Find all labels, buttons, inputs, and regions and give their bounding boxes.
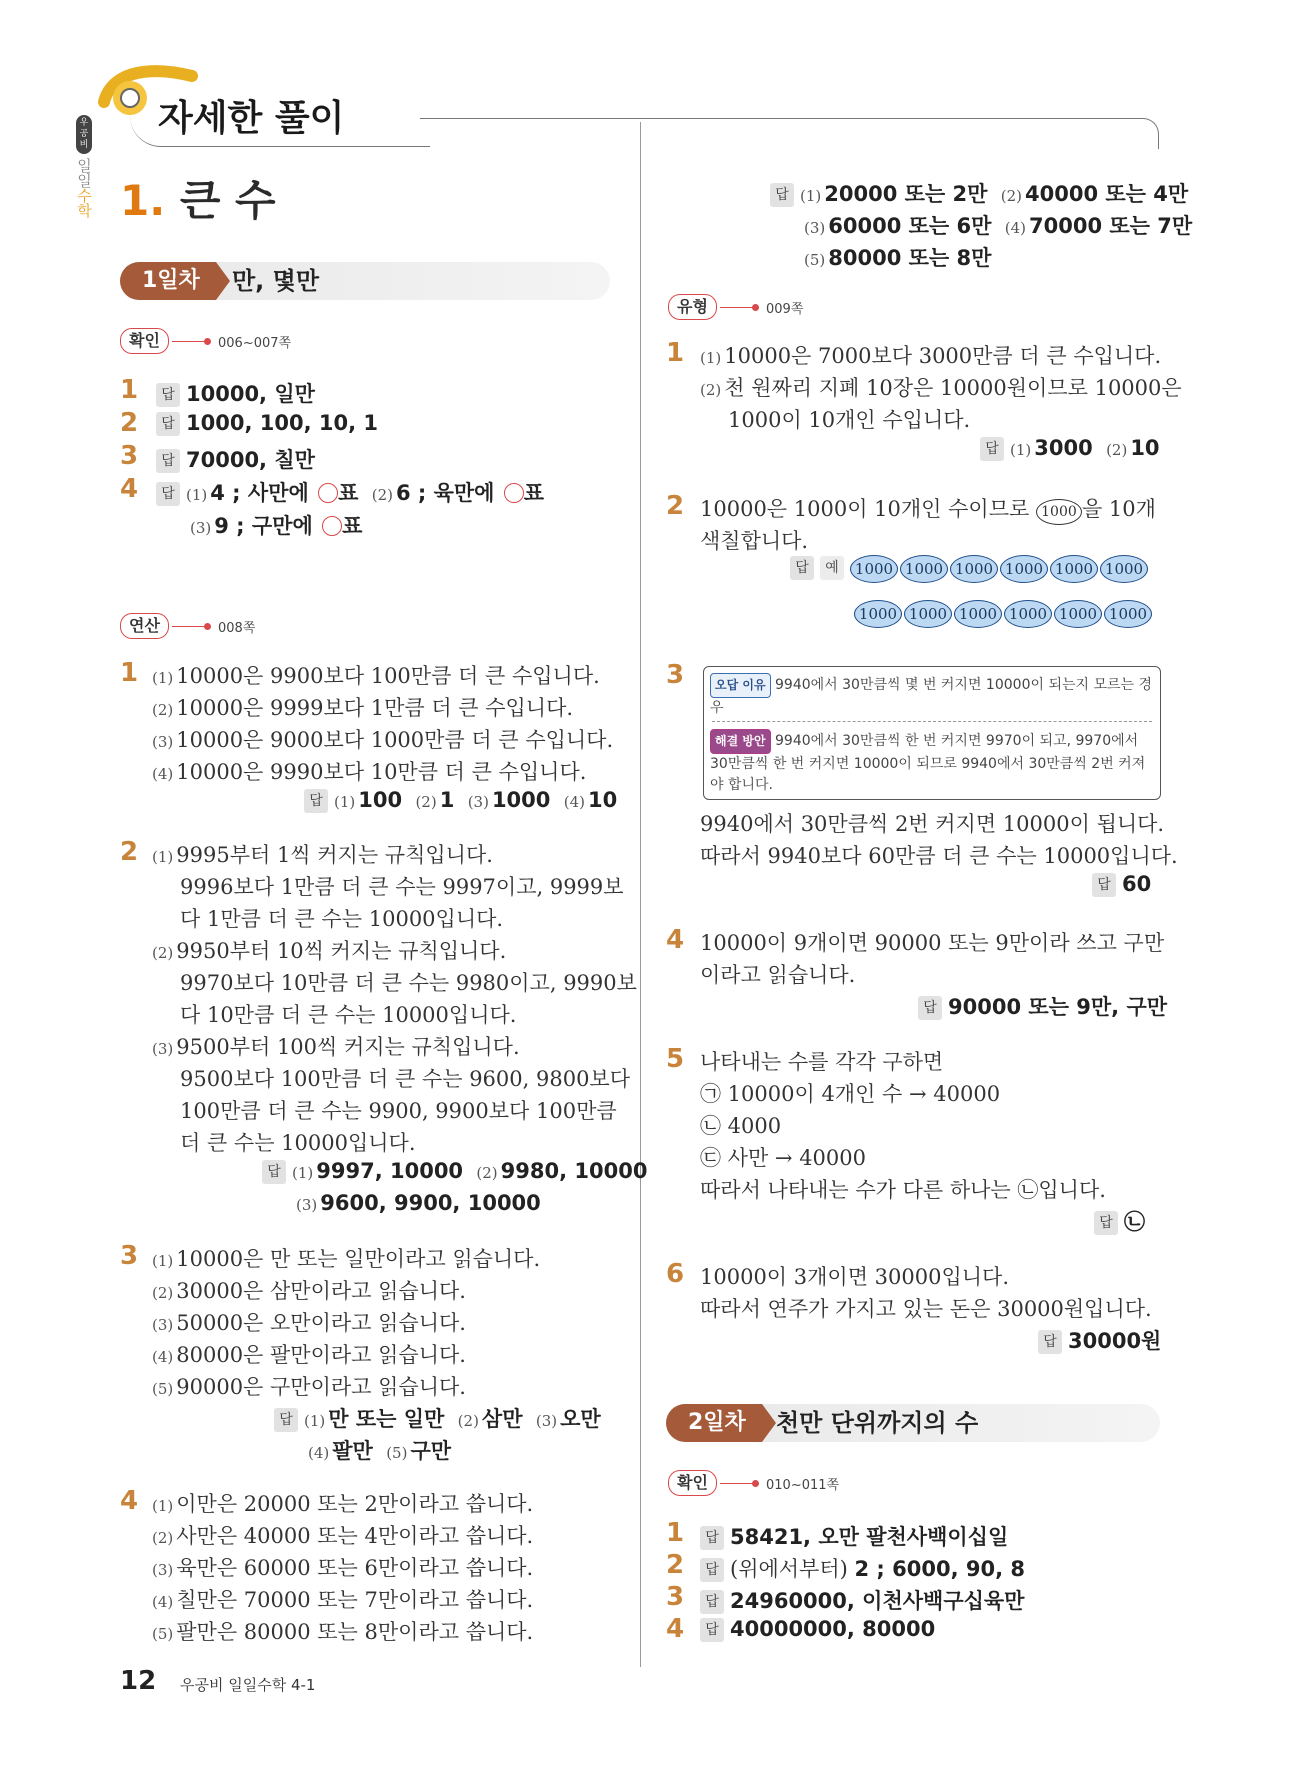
item-number: 2 (666, 491, 685, 521)
explanation-text: ㉡ 4000 (700, 1114, 782, 1138)
sub-index: (2) (152, 1284, 174, 1302)
coin-1000-icon: 1000 (950, 555, 998, 583)
answer-label: 답 (700, 1526, 724, 1550)
answer-value: 70000, 칠만 (186, 448, 315, 472)
explanation-text: 이만은 20000 또는 2만이라고 씁니다. (176, 1492, 534, 1516)
calc-q4-answer (770, 178, 1188, 208)
calc-q1-line (152, 756, 586, 786)
calc-q3-answer (308, 1435, 451, 1465)
item-number: 2 (120, 837, 139, 867)
answer-label: 답 (274, 1408, 298, 1432)
type-q1-line (700, 372, 1182, 402)
calc-q4-answer (804, 210, 1192, 240)
sub-index: (3) (152, 733, 174, 751)
sub-index: (2) (415, 793, 437, 811)
answer-value: 3000 (1034, 436, 1093, 460)
check2-pages: 010~011쪽 (766, 1478, 840, 1493)
sub-index: (3) (152, 1316, 174, 1334)
calc-q4-answer (804, 242, 991, 272)
calc-q3-line (152, 1339, 466, 1369)
answer-value: 30000원 (1068, 1329, 1162, 1353)
calc-pages: 008쪽 (218, 621, 256, 636)
calc-q4-line (152, 1520, 533, 1550)
explanation-text: 팔만은 80000 또는 8만이라고 씁니다. (176, 1620, 534, 1644)
answer-label: 답 (790, 556, 814, 580)
answer-value: 10 (588, 788, 618, 812)
explanation-text: 30000은 삼만이라고 읽습니다. (176, 1279, 466, 1303)
answer-label: 답 (1094, 1211, 1118, 1235)
type-q2-line (700, 493, 1156, 525)
answer-value: 100 (358, 788, 403, 812)
item-number: 3 (120, 441, 139, 471)
item-number: 3 (120, 1241, 139, 1271)
sub-index: (2) (371, 486, 393, 504)
explanation-text: 10000은 9990보다 10만큼 더 큰 수입니다. (176, 760, 587, 784)
answer-label: 답 (156, 482, 180, 506)
type-q6-answer (1038, 1325, 1161, 1355)
explanation-text: 사만은 40000 또는 4만이라고 씁니다. (176, 1524, 534, 1548)
answer-value: ㉡ (1124, 1210, 1145, 1234)
calc-q2-line (152, 839, 493, 869)
day1-badge: 1일차 (120, 262, 216, 300)
answer-label: 답 (700, 1618, 724, 1642)
item-number: 2 (120, 408, 139, 438)
explanation-text: 9500보다 100만큼 더 큰 수는 9600, 9800보다 (180, 1067, 630, 1091)
answer-label: 답 (700, 1590, 724, 1614)
coin-1000-icon: 1000 (854, 600, 902, 628)
sub-index: (1) (334, 793, 356, 811)
column-divider (640, 122, 641, 1667)
calc-q4-line (152, 1552, 533, 1582)
answer-value: 24960000, 이천사백구십육만 (730, 1589, 1025, 1613)
sub-index: (4) (152, 765, 174, 783)
explanation-text: 10000이 9개이면 90000 또는 9만이라 쓰고 구만 (700, 931, 1165, 955)
type-q4-answer (918, 991, 1167, 1021)
explanation-text: 을 10개 (1081, 497, 1156, 521)
chapter-title (120, 168, 276, 228)
sub-index: (2) (700, 381, 722, 399)
answer-value: 58421, 오만 팔천사백이십일 (730, 1525, 1009, 1549)
check-answer-2 (156, 411, 378, 436)
solution-label: 해결 방안 (710, 729, 771, 754)
answer-value: 6 ; 육만에 (395, 481, 502, 505)
calc-q2-line (152, 935, 506, 965)
item-number: 4 (120, 474, 139, 504)
explanation-text: 10000은 1000이 10개인 수이므로 (700, 497, 1036, 521)
sub-index: (4) (308, 1444, 330, 1462)
answer-value: 1000 (491, 788, 551, 812)
item-number: 1 (666, 338, 685, 368)
check2-tag: 확인 (668, 1470, 717, 1496)
sub-index: (1) (186, 486, 208, 504)
answer-value: 90000 또는 9만, 구만 (948, 995, 1168, 1019)
day2-title: 천만 단위까지의 수 (776, 1409, 979, 1437)
wrong-reason (710, 673, 1154, 719)
calc-tag: 연산 (120, 613, 169, 639)
explanation-text: 10000은 9999보다 1만큼 더 큰 수입니다. (176, 696, 574, 720)
item-number: 4 (120, 1486, 139, 1516)
sub-index: (1) (292, 1164, 314, 1182)
sub-index: (3) (804, 219, 826, 237)
explanation-text: 따라서 나타내는 수가 다른 하나는 ㉡입니다. (700, 1178, 1106, 1202)
answer-value: 20000 또는 2만 (824, 182, 988, 206)
explanation-text: 9970보다 10만큼 더 큰 수는 9980이고, 9990보 (180, 971, 637, 995)
coin-1000-icon: 1000 (1050, 555, 1098, 583)
sub-index: (3) (296, 1196, 318, 1214)
type-q1-line (700, 340, 1161, 370)
answer-value: 1000, 100, 10, 1 (186, 411, 378, 435)
explanation-text: 색칠합니다. (700, 529, 809, 553)
wrong-reason-label: 오답 이유 (710, 673, 771, 698)
answer-value: 9600, 9900, 10000 (320, 1191, 541, 1215)
type-q2-answer-row2 (854, 600, 1154, 628)
answer-value: 팔만 (332, 1439, 373, 1463)
calc-q3-line (152, 1371, 466, 1401)
answer-label: 답 (980, 437, 1004, 461)
explanation-text: 10000이 3개이면 30000입니다. (700, 1265, 1009, 1289)
answer-value: 9 ; 구만에 (214, 514, 321, 538)
footer-text: 우공비 일일수학 4-1 (180, 1676, 316, 1694)
answer-value: 표 (523, 481, 545, 505)
answer-label: 답 (262, 1160, 286, 1184)
solution-text: 9940에서 30만큼씩 한 번 커지면 9970이 되고, 9970에서 30만큼씩 한 번 커지면 10000이 되므로 9940에서 30만큼씩 2번 커져야 합니다. (710, 733, 1146, 793)
sub-index: (1) (304, 1412, 326, 1430)
explanation-text: 100만큼 더 큰 수는 9900, 9900보다 100만큼 (180, 1099, 617, 1123)
answer-label: 답 (1092, 873, 1116, 897)
calc-tag-dot (204, 623, 211, 630)
sub-index: (1) (800, 187, 822, 205)
header-rule (420, 118, 1159, 149)
type-q3-answer (1092, 872, 1151, 897)
wrong-reason-text: 9940에서 30만큼씩 몇 번 커지면 10000이 되는지 모르는 경우 (710, 677, 1153, 716)
type-tag-dot (752, 304, 759, 311)
coin-1000-icon: 1000 (1104, 600, 1152, 628)
circle-mark-icon (318, 483, 338, 503)
chapter-number: 1. (120, 176, 166, 225)
sub-index: (2) (1000, 187, 1023, 205)
sub-index: (3) (190, 519, 212, 537)
answer-label: 답 (156, 449, 180, 473)
answer-value: 60000 또는 6만 (828, 214, 992, 238)
type-q5-answer (1094, 1206, 1145, 1236)
check-answer-4b (190, 510, 362, 540)
side-tab (75, 115, 93, 218)
sub-index: (1) (700, 349, 722, 367)
coin-1000-icon: 1000 (1000, 555, 1048, 583)
sub-index: (2) (1106, 441, 1128, 459)
answer-value: 오만 (560, 1407, 601, 1431)
explanation-text: 이라고 읽습니다. (700, 963, 856, 987)
check-answer-1 (156, 378, 315, 408)
explanation-text: 9500부터 100씩 커지는 규칙입니다. (176, 1035, 520, 1059)
explanation-text: 80000은 팔만이라고 읽습니다. (176, 1343, 466, 1367)
answer-value: 1 (439, 788, 455, 812)
calc-q2-line (152, 1031, 520, 1061)
type-q2-answer-row1 (790, 555, 1150, 583)
solution-tip (710, 729, 1154, 796)
day1-title: 만, 몇만 (232, 267, 320, 295)
day2-badge: 2일차 (666, 1404, 762, 1442)
explanation-text: 10000은 9000보다 1000만큼 더 큰 수입니다. (176, 728, 614, 752)
side-tab-text: 일일 (75, 158, 93, 188)
answer-value: 10000, 일만 (186, 382, 315, 406)
explanation-text: 9996보다 1만큼 더 큰 수는 9997이고, 9999보 (180, 875, 624, 899)
calc-q3-line (152, 1243, 540, 1273)
calc-q4-line (152, 1616, 533, 1646)
check-tag-line (172, 341, 206, 342)
calc-q4-line (152, 1584, 533, 1614)
sub-index: (5) (152, 1625, 174, 1643)
item-number: 3 (666, 1582, 685, 1612)
check-answer-4a (156, 477, 544, 507)
calc-q1-answer (304, 788, 617, 813)
answer-value: 만 또는 일만 (328, 1407, 445, 1431)
item-number: 5 (666, 1044, 685, 1074)
answer-value: 40000 또는 4만 (1025, 182, 1189, 206)
answer-value: 40000000, 80000 (730, 1617, 936, 1641)
check2-answer-4 (700, 1617, 935, 1642)
item-number: 1 (120, 658, 139, 688)
sub-index: (1) (152, 848, 174, 866)
answer-value: 표 (342, 514, 363, 538)
explanation-text: 10000은 만 또는 일만이라고 읽습니다. (176, 1247, 541, 1271)
answer-value: 9980, 10000 (500, 1159, 648, 1183)
explanation-text: 9940에서 30만큼씩 2번 커지면 10000이 됩니다. (700, 812, 1165, 836)
answer-prefix: (위에서부터) (730, 1557, 855, 1581)
item-number: 2 (666, 1550, 685, 1580)
check-tag: 확인 (120, 328, 169, 354)
calc-q3-line (152, 1275, 466, 1305)
sub-index: (2) (457, 1412, 479, 1430)
explanation-text: ㉠ 10000이 4개인 수 → 40000 (700, 1082, 1001, 1106)
check2-tag-line (720, 1483, 754, 1484)
calc-q1-line (152, 724, 613, 754)
type-tag: 유형 (668, 294, 717, 320)
sub-index: (4) (563, 793, 585, 811)
answer-label: 답 (770, 183, 794, 207)
check-tag-dot (204, 338, 211, 345)
explanation-text: 10000은 9900보다 100만큼 더 큰 수입니다. (176, 664, 600, 688)
check2-answer-3 (700, 1585, 1024, 1615)
explanation-text: 더 큰 수는 10000입니다. (180, 1131, 416, 1155)
explanation-text: 9995부터 1씩 커지는 규칙입니다. (176, 843, 493, 867)
answer-label: 답 (918, 996, 942, 1020)
sub-index: (3) (152, 1040, 174, 1058)
explanation-text: 다 1만큼 더 큰 수는 10000입니다. (180, 907, 504, 931)
note-divider (712, 721, 1152, 722)
answer-label: 답 (304, 789, 328, 813)
type-tag-line (720, 307, 754, 308)
explanation-text: 따라서 연주가 가지고 있는 돈은 30000원입니다. (700, 1297, 1152, 1321)
coin-1000-icon: 1000 (1036, 499, 1082, 525)
coin-1000-icon: 1000 (904, 600, 952, 628)
sub-index: (5) (386, 1444, 408, 1462)
calc-q3-line (152, 1307, 466, 1337)
answer-value: 60 (1122, 872, 1152, 896)
answer-label: 답 (700, 1558, 724, 1582)
explanation-text: 50000은 오만이라고 읽습니다. (176, 1311, 466, 1335)
side-tab-brand: 우공비 (76, 115, 92, 154)
sub-index: (5) (804, 251, 826, 269)
answer-label: 답 (156, 412, 180, 436)
explanation-text: 1000이 10개인 수입니다. (728, 408, 971, 432)
calc-q2-answer (296, 1191, 541, 1215)
sub-index: (2) (152, 1529, 174, 1547)
sub-index: (1) (1010, 441, 1032, 459)
day1-bar (120, 262, 610, 300)
answer-value: 표 (338, 481, 359, 505)
item-number: 1 (120, 375, 139, 405)
chapter-name: 큰 수 (179, 176, 276, 225)
explanation-text: 90000은 구만이라고 읽습니다. (176, 1375, 466, 1399)
calc-q2-answer (262, 1159, 647, 1184)
check2-answer-1 (700, 1521, 1008, 1551)
explanation-text: 칠만은 70000 또는 7만이라고 씁니다. (176, 1588, 534, 1612)
coin-1000-icon: 1000 (1004, 600, 1052, 628)
sub-index: (2) (152, 701, 174, 719)
side-tab-highlight: 수학 (75, 188, 93, 218)
check-answer-3 (156, 444, 315, 474)
error-note-box (703, 666, 1161, 800)
answer-value: 10 (1130, 436, 1160, 460)
explanation-text: 천 원짜리 지폐 10장은 10000원이므로 10000은 (724, 376, 1182, 400)
sub-index: (1) (152, 1252, 174, 1270)
calc-tag-line (172, 626, 206, 627)
item-number: 6 (666, 1259, 685, 1289)
explanation-text: 따라서 9940보다 60만큼 더 큰 수는 10000입니다. (700, 844, 1178, 868)
item-number: 4 (666, 1614, 685, 1644)
item-number: 4 (666, 925, 685, 955)
sub-index: (1) (152, 1497, 174, 1515)
answer-value: 삼만 (481, 1407, 523, 1431)
coin-1000-icon: 1000 (954, 600, 1002, 628)
type-pages: 009쪽 (766, 302, 804, 317)
answer-value: 4 ; 사만에 (210, 481, 317, 505)
check2-answer-2 (700, 1553, 1025, 1583)
item-number: 3 (666, 660, 685, 690)
sub-index: (2) (476, 1164, 498, 1182)
sub-index: (3) (535, 1412, 558, 1430)
sub-index: (1) (152, 669, 174, 687)
answer-value: 2 ; 6000, 90, 8 (854, 1557, 1025, 1581)
check-pages: 006~007쪽 (218, 336, 292, 351)
explanation-text: 9950부터 10씩 커지는 규칙입니다. (176, 939, 507, 963)
answer-label: 답 (156, 383, 180, 407)
type-q1-answer (980, 436, 1160, 461)
explanation-text: ㉢ 사만 → 40000 (700, 1146, 866, 1170)
explanation-text: 10000은 7000보다 3000만큼 더 큰 수입니다. (724, 344, 1162, 368)
day2-bar (666, 1404, 1160, 1442)
coin-1000-icon: 1000 (850, 555, 898, 583)
sub-index: (2) (152, 944, 174, 962)
calc-q1-line (152, 660, 600, 690)
sub-index: (3) (152, 1561, 174, 1579)
answer-label: 답 (1038, 1330, 1062, 1354)
header-title: 자세한 풀이 (158, 98, 345, 139)
answer-value: 9997, 10000 (316, 1159, 464, 1183)
coin-1000-icon: 1000 (900, 555, 948, 583)
explanation-text: 다 10만큼 더 큰 수는 10000입니다. (180, 1003, 517, 1027)
answer-value: 구만 (410, 1439, 452, 1463)
answer-value: 70000 또는 7만 (1029, 214, 1193, 238)
example-label: 예 (820, 556, 844, 580)
sub-index: (5) (152, 1380, 174, 1398)
sub-index: (4) (152, 1348, 174, 1366)
sub-index: (4) (152, 1593, 174, 1611)
answer-value: 80000 또는 8만 (828, 246, 992, 270)
circle-mark-icon (322, 516, 342, 536)
calc-q3-answer (274, 1403, 601, 1433)
check2-tag-dot (752, 1480, 759, 1487)
calc-q4-line (152, 1488, 533, 1518)
page-number: 12 (120, 1666, 157, 1696)
explanation-text: 나타내는 수를 각각 구하면 (700, 1050, 944, 1074)
coin-1000-icon: 1000 (1054, 600, 1102, 628)
sub-index: (3) (467, 793, 489, 811)
calc-q1-line (152, 692, 573, 722)
circle-mark-icon (504, 483, 524, 503)
coin-1000-icon: 1000 (1100, 555, 1148, 583)
sub-index: (4) (1004, 219, 1027, 237)
explanation-text: 육만은 60000 또는 6만이라고 씁니다. (176, 1556, 534, 1580)
item-number: 1 (666, 1518, 685, 1548)
